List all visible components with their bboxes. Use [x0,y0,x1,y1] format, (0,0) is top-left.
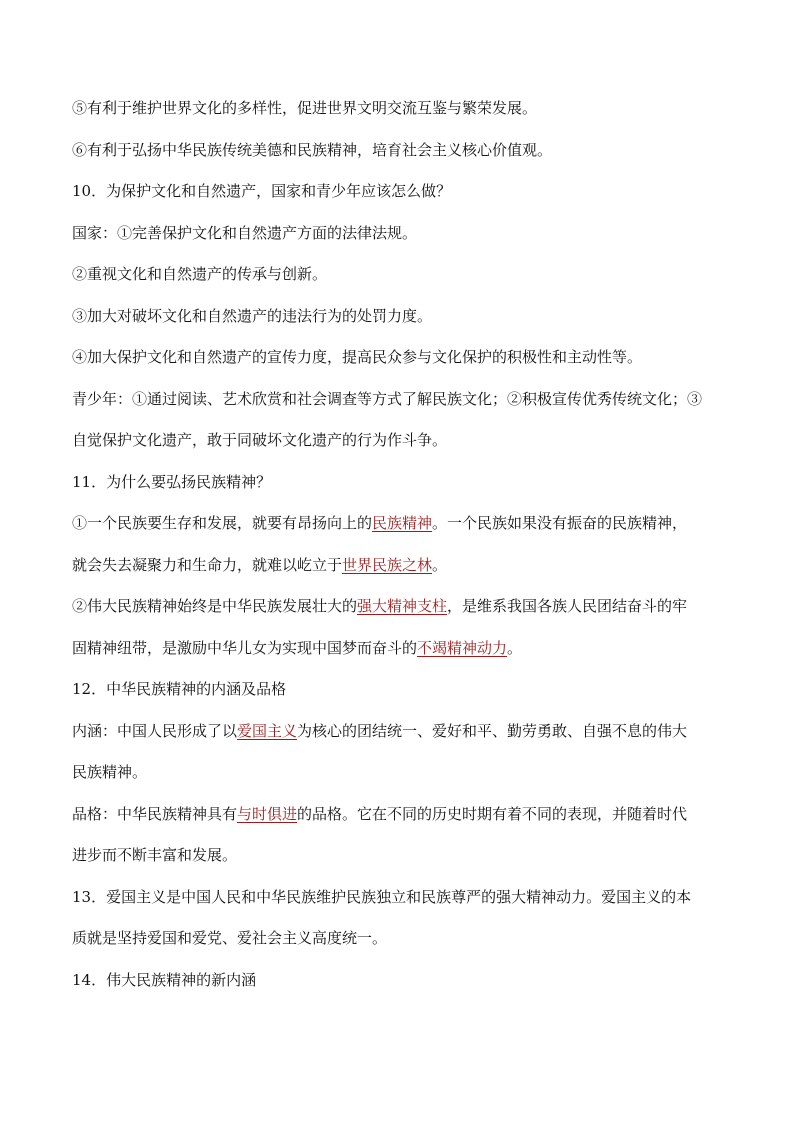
text-line [72,721,724,742]
question-heading: 14．伟大民族精神的新内涵 [72,970,257,989]
text-line: ③加大对破坏文化和自然遗产的违法行为的处罚力度。 [72,306,433,325]
keyword-highlight: 不竭精神动力 [417,638,508,657]
question-heading: 11．为什么要弘扬民族精神？ [72,472,272,491]
text-line: 青少年：①通过阅读、艺术欣赏和社会调查等方式了解民族文化；②积极宣传优秀传统文化；③ [72,389,703,408]
text-segment: 内涵：中国人民形成了以 [72,721,238,740]
text-line: ④加大保护文化和自然遗产的宣传力度，提高民众参与文化保护的积极性和主动性等。 [72,348,643,366]
text-line: 自觉保护文化遗产，敢于同破坏文化遗产的行为作斗争。 [72,431,448,449]
text-line: 质就是坚持爱国和爱党、爱社会主义高度统一。 [72,929,388,947]
text-segment: ②伟大民族精神始终是中华民族发展壮大的 [72,597,358,615]
text-line [72,804,724,825]
text-line: ⑥有利于弘扬中华民族传统美德和民族精神，培育社会主义核心价值观。 [72,140,553,159]
text-segment: 的品格。它在不同的历史时期有着不同的表现，并随着时代 [297,804,688,823]
text-segment: 。 [507,638,523,657]
text-segment: 品格：中华民族精神具有 [72,804,238,823]
text-segment: ①一个民族要生存和发展，就要有昂扬向上的 [72,514,373,532]
text-segment: 为核心的团结统一、爱好和平、勤劳勇敢、自强不息的伟大 [297,721,688,740]
text-line: ⑤有利于维护世界文化的多样性，促进世界文明交流互鉴与繁荣发展。 [72,99,538,117]
text-line [72,513,724,534]
keyword-highlight: 民族精神 [372,514,433,532]
text-segment: 就会失去凝聚力和生命力，就难以屹立于 [72,555,343,574]
text-segment: 。 [432,555,448,574]
keyword-highlight: 强大精神支柱 [357,597,448,615]
text-line: 国家：①完善保护文化和自然遗产方面的法律法规。 [72,223,418,242]
text-segment: ，是维系我国各族人民团结奋斗的牢 [447,597,688,615]
question-heading: 13．爱国主义是中国人民和中华民族维护民族独立和民族尊严的强大精神动力。爱国主义的本 [72,887,692,906]
text-line: 民族精神。 [72,763,148,781]
question-heading: 12．中华民族精神的内涵及品格 [72,680,287,698]
question-heading: 10．为保护文化和自然遗产，国家和青少年应该怎么做？ [72,182,452,200]
text-line: 进步而不断丰富和发展。 [72,846,238,864]
text-line: ②重视文化和自然遗产的传承与创新。 [72,265,328,283]
text-segment: 固精神纽带，是激励中华儿女为实现中国梦而奋斗的 [72,638,418,657]
keyword-highlight: 爱国主义 [237,721,298,740]
text-line [72,638,724,659]
text-line [72,596,724,617]
text-segment: 。一个民族如果没有振奋的民族精神， [432,514,688,532]
keyword-highlight: 世界民族之林 [342,555,433,574]
text-line [72,555,724,576]
keyword-highlight: 与时俱进 [237,804,298,823]
